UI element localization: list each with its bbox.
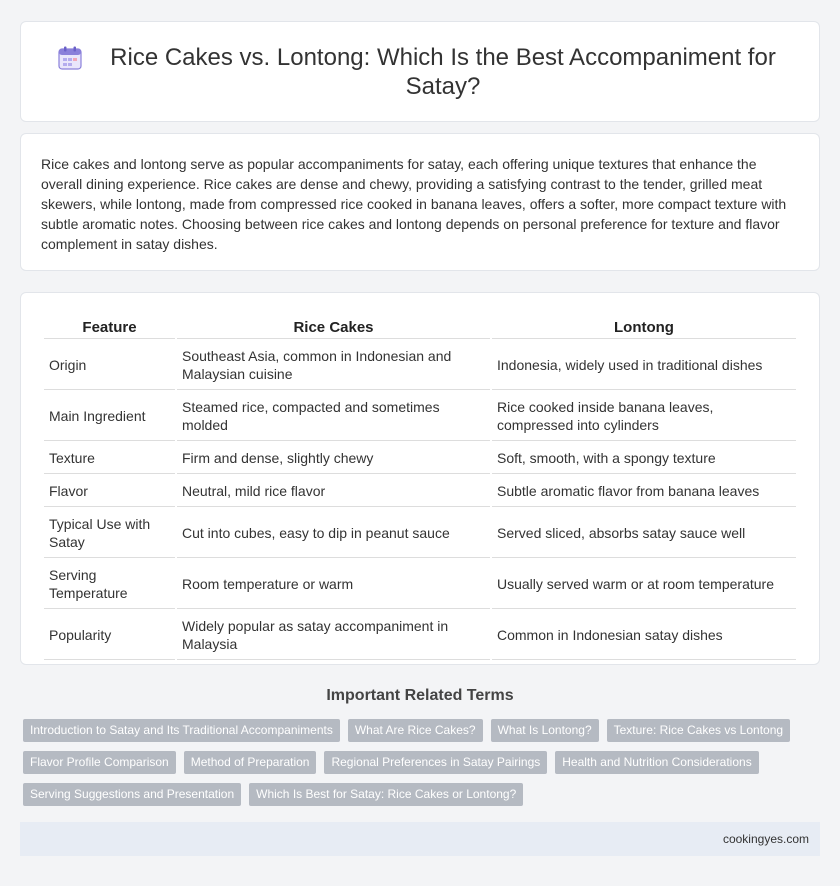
table-row xyxy=(44,476,796,507)
cell-rice-cakes: Neutral, mild rice flavor xyxy=(177,476,490,507)
table-row xyxy=(44,611,796,660)
table-row xyxy=(44,560,796,609)
cell-lontong: Subtle aromatic flavor from banana leaves xyxy=(492,476,796,507)
comparison-table-card xyxy=(20,292,820,665)
related-tag[interactable]: Which Is Best for Satay: Rice Cakes or Lontong? xyxy=(249,783,523,806)
intro-card xyxy=(20,133,820,271)
cell-rice-cakes: Cut into cubes, easy to dip in peanut sauce xyxy=(177,509,490,558)
cell-rice-cakes: Steamed rice, compacted and sometimes molded xyxy=(177,392,490,441)
related-tag[interactable]: Texture: Rice Cakes vs Lontong xyxy=(607,719,790,742)
footer-site-name[interactable]: cookingyes.com xyxy=(722,832,809,846)
table-row xyxy=(44,341,796,390)
related-tag[interactable]: Flavor Profile Comparison xyxy=(23,751,176,774)
cell-feature: Texture xyxy=(44,443,175,474)
related-tag[interactable]: Serving Suggestions and Presentation xyxy=(23,783,241,806)
title-wrap xyxy=(57,43,783,101)
related-tag[interactable]: What Are Rice Cakes? xyxy=(348,719,483,742)
related-tag[interactable]: Health and Nutrition Considerations xyxy=(555,751,758,774)
cell-lontong: Served sliced, absorbs satay sauce well xyxy=(492,509,796,558)
calendar-icon xyxy=(57,45,83,71)
table-row xyxy=(44,443,796,474)
cell-rice-cakes: Widely popular as satay accompaniment in Malaysia xyxy=(177,611,490,660)
cell-lontong: Soft, smooth, with a spongy texture xyxy=(492,443,796,474)
cell-feature: Flavor xyxy=(44,476,175,507)
cell-lontong: Indonesia, widely used in traditional dishes xyxy=(492,341,796,390)
cell-rice-cakes: Firm and dense, slightly chewy xyxy=(177,443,490,474)
header-feature: Feature xyxy=(44,315,175,339)
comparison-table xyxy=(42,313,798,662)
header-lontong: Lontong xyxy=(492,315,796,339)
related-tag[interactable]: Method of Preparation xyxy=(184,751,317,774)
page-title: Rice Cakes vs. Lontong: Which Is the Best Accompaniment for Satay? xyxy=(110,43,776,100)
cell-rice-cakes: Room temperature or warm xyxy=(177,560,490,609)
related-tag[interactable]: Regional Preferences in Satay Pairings xyxy=(324,751,547,774)
intro-text: Rice cakes and lontong serve as popular accompaniments for satay, each offering unique textures that enhance the overall dining experience. Rice cakes are dense and chewy, providing a satisfying contrast to the tender, grilled meat skewers, while lontong, made from compressed rice cooked in banana leaves, offers a softer, more compact texture with subtle aromatic notes. Choosing between rice cakes and lontong depends on personal preference for texture and flavor complement in satay dishes. xyxy=(41,156,787,252)
table-row xyxy=(44,509,796,558)
related-tag[interactable]: Introduction to Satay and Its Traditional Accompaniments xyxy=(23,719,340,742)
footer xyxy=(20,822,820,856)
cell-feature: Origin xyxy=(44,341,175,390)
header-rice-cakes: Rice Cakes xyxy=(177,315,490,339)
table-header-row xyxy=(44,315,796,339)
cell-lontong: Common in Indonesian satay dishes xyxy=(492,611,796,660)
title-card xyxy=(20,21,820,122)
related-terms-title: Important Related Terms xyxy=(326,687,514,704)
related-tag[interactable]: What Is Lontong? xyxy=(491,719,599,742)
cell-lontong: Usually served warm or at room temperature xyxy=(492,560,796,609)
cell-feature: Serving Temperature xyxy=(44,560,175,609)
cell-feature: Main Ingredient xyxy=(44,392,175,441)
related-terms-tags xyxy=(23,719,823,806)
table-row xyxy=(44,392,796,441)
cell-feature: Popularity xyxy=(44,611,175,660)
cell-rice-cakes: Southeast Asia, common in Indonesian and Malaysian cuisine xyxy=(177,341,490,390)
cell-lontong: Rice cooked inside banana leaves, compressed into cylinders xyxy=(492,392,796,441)
cell-feature: Typical Use with Satay xyxy=(44,509,175,558)
